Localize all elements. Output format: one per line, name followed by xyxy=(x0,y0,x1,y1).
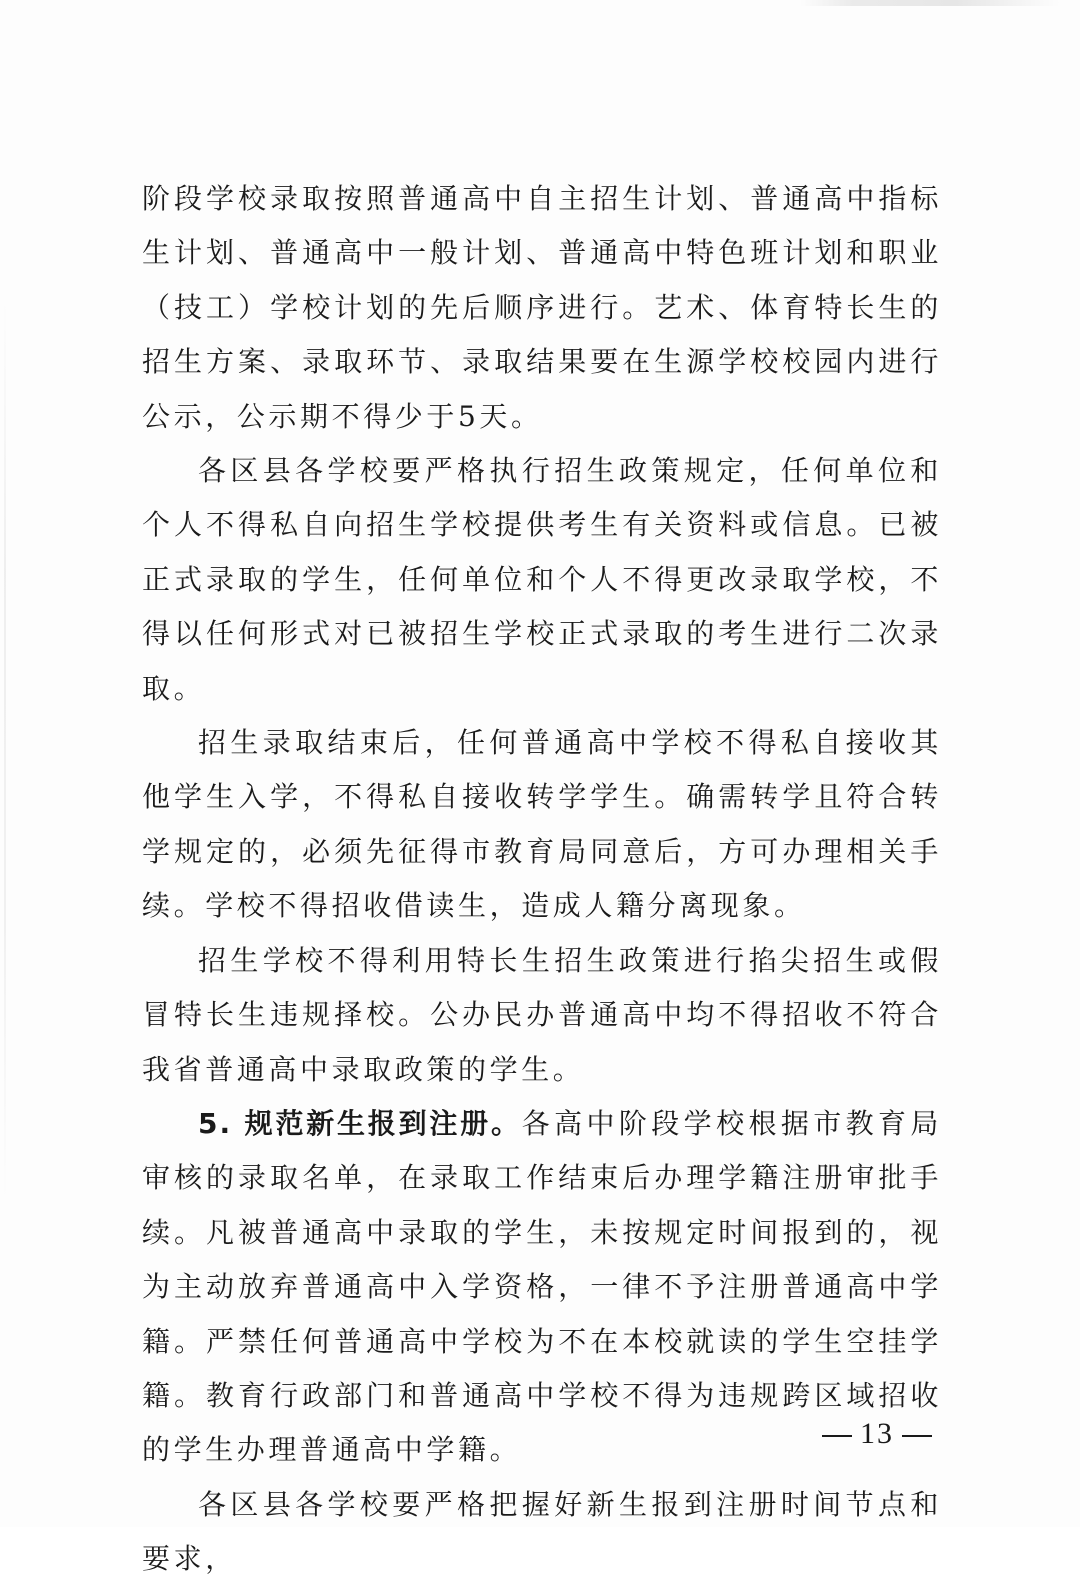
paragraph-6 xyxy=(142,1478,942,1587)
paragraph-3 xyxy=(142,716,942,934)
paragraph-2 xyxy=(142,444,942,716)
paragraph-3-text: 招生录取结束后，任何普通高中学校不得私自接收其他学生入学，不得私自接收转学学生。确需转学且符合转学规定的，必须先征得市教育局同意后，方可办理相关手续。学校不得招收借读生，造成人籍分离现象。 xyxy=(142,726,942,923)
section-heading: 5. 规范新生报到注册。 xyxy=(198,1106,522,1140)
paragraph-1-text: 阶段学校录取按照普通高中自主招生计划、普通高中指标生计划、普通高中一般计划、普通高中特色班计划和职业（技工）学校计划的先后顺序进行。艺术、体育特长生的招生方案、录取环节、录取结果要在生源学校校园内进行公示，公示期不得少于5天。 xyxy=(142,182,942,433)
paragraph-4-text: 招生学校不得利用特长生招生政策进行掐尖招生或假冒特长生违规择校。公办民办普通高中均不得招收不符合我省普通高中录取政策的学生。 xyxy=(142,943,942,1086)
scan-artifact-top xyxy=(800,0,1060,6)
paragraph-4 xyxy=(142,934,942,1097)
page-number-value: 13 xyxy=(860,1417,894,1450)
page-number-dash-left xyxy=(822,1435,852,1437)
paragraph-2-text: 各区县各学校要严格执行招生政策规定，任何单位和个人不得私自向招生学校提供考生有关资料或信息。已被正式录取的学生，任何单位和个人不得更改录取学校，不得以任何形式对已被招生学校正式录取的考生进行二次录取。 xyxy=(142,454,942,705)
paragraph-6-text: 各区县各学校要严格把握好新生报到注册时间节点和要求， xyxy=(142,1487,942,1576)
page-number xyxy=(814,1417,940,1451)
paragraph-5-text: 各高中阶段学校根据市教育局审核的录取名单，在录取工作结束后办理学籍注册审批手续。凡被普通高中录取的学生，未按规定时间报到的，视为主动放弃普通高中入学资格，一律不予注册普通高中学籍。严禁任何普通高中学校为不在本校就读的学生空挂学籍。教育行政部门和普通高中学校不得为违规跨区域招收的学生办理普通高中学籍。 xyxy=(142,1106,942,1467)
body-text xyxy=(142,172,942,1587)
scan-artifact-left xyxy=(4,300,6,1200)
paragraph-1 xyxy=(142,172,942,444)
page-number-dash-right xyxy=(902,1435,932,1437)
